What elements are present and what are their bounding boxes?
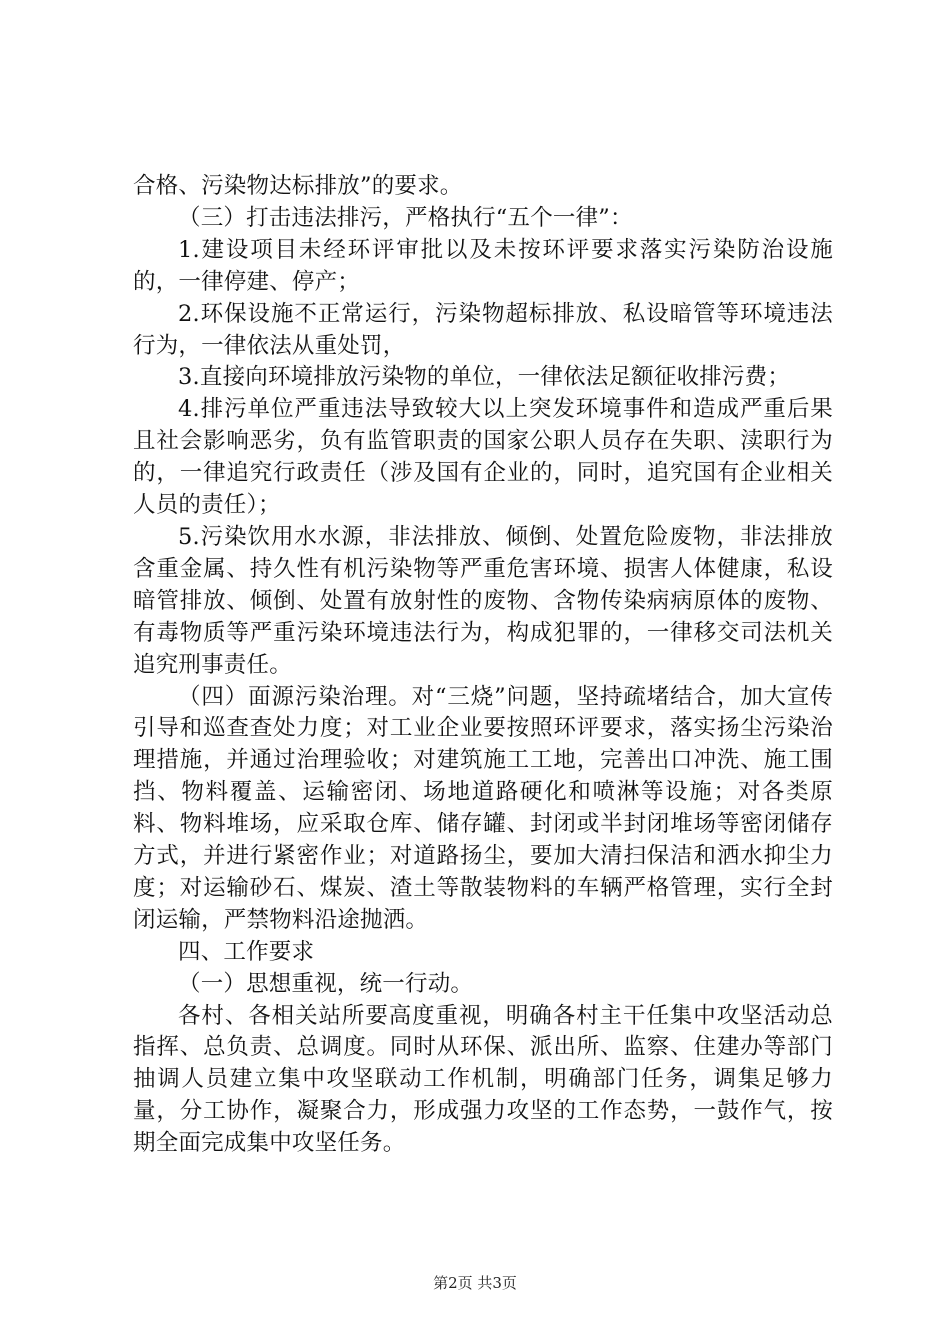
subsection-heading-1: （一）思想重视，统一行动。	[178, 970, 474, 997]
list-item-1: 1.建设项目未经环评审批以及未按环评要求落实污染防治设施的，一律停建、停产；	[133, 236, 833, 295]
paragraph-continuation: 合格、污染物达标排放”的要求。	[133, 173, 463, 199]
section-heading-work-requirements: 四、工作要求	[178, 938, 315, 965]
body-paragraph: 各村、各相关站所要高度重视，明确各村主干任集中攻坚活动总指挥、总负责、总调度。同时从环保、派出所、监察、住建办等部门抽调人员建立集中攻坚联动工作机制，明确部门任务，调集足够力量，分工协作，凝聚合力，形成强力攻坚的工作态势，一鼓作气，按期全面完成集中攻坚任务。	[133, 1002, 833, 1157]
page-number: 第2页 共3页	[433, 1274, 517, 1292]
list-item-3: 3.直接向环境排放污染物的单位，一律依法足额征收排污费；	[178, 364, 791, 391]
section-paragraph-4: （四）面源污染治理。对“三烧”问题，坚持疏堵结合，加大宣传引导和巡查查处力度；对工业企业要按照环评要求，落实扬尘污染治理措施，并通过治理验收；对建筑施工工地，完善出口冲洗、施工围挡、物料覆盖、运输密闭、场地道路硬化和喷淋等设施；对各类原料、物料堆场，应采取仓库、储存罐、封闭或半封闭堆场等密闭储存方式，并进行紧密作业；对道路扬尘，要加大清扫保洁和洒水抑尘力度；对运输砂石、煤炭、渣土等散装物料的车辆严格管理，实行全封闭运输，严禁物料沿途抛洒。	[133, 683, 833, 933]
section-heading-3: （三）打击违法排污，严格执行“五个一律”：	[178, 204, 633, 231]
list-item-4: 4.排污单位严重违法导致较大以上突发环境事件和造成严重后果且社会影响恶劣，负有监管职责的国家公职人员存在失职、渎职行为的，一律追究行政责任（涉及国有企业的，同时，追究国有企业相关人员的责任）；	[133, 396, 833, 519]
document-body	[133, 171, 833, 1160]
list-item-5: 5.污染饮用水水源，非法排放、倾倒、处置危险废物，非法排放含重金属、持久性有机污染物等严重危害环境、损害人体健康，私设暗管排放、倾倒、处置有放射性的废物、含物传染病病原体的废物、有毒物质等严重污染环境违法行为，构成犯罪的，一律移交司法机关追究刑事责任。	[133, 523, 833, 678]
page-footer	[0, 1272, 950, 1293]
list-item-2: 2.环保设施不正常运行，污染物超标排放、私设暗管等环境违法行为，一律依法从重处罚，	[133, 300, 833, 359]
